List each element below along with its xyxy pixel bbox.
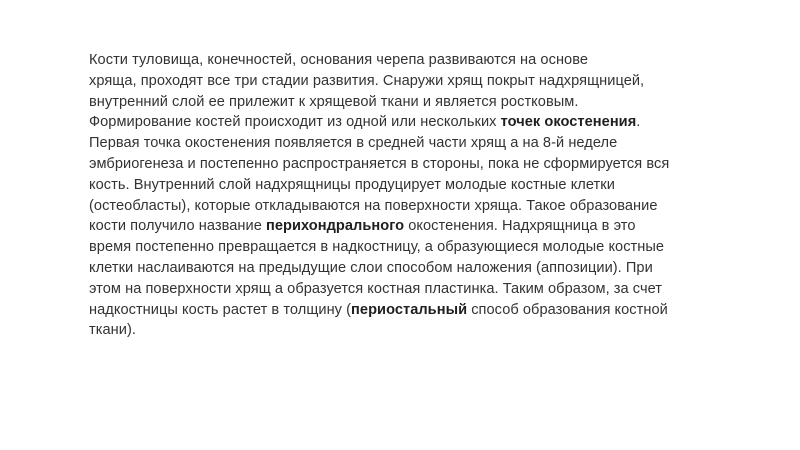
text-line-4 <box>89 112 749 133</box>
body-text <box>89 50 749 341</box>
text-span: кости получило название <box>89 218 266 235</box>
term-ossification-points: точек окостенения <box>500 114 637 131</box>
text-line-6 <box>89 154 749 175</box>
text-span: . <box>636 114 641 131</box>
text-span: Формирование костей происходит из одной или нескольких <box>89 114 501 131</box>
text-span: этом на поверхности хрящ а образуется костная пластинка. Таким образом, за счет <box>89 280 663 297</box>
text-line-5 <box>89 133 749 154</box>
text-span: внутренний слой ее прилежит к хрящевой ткани и является ростковым. <box>89 93 579 110</box>
text-line-3 <box>89 92 749 113</box>
text-line-13 <box>89 300 749 321</box>
text-line-12 <box>89 279 749 300</box>
text-span: время постепенно превращается в надкостницу, а образующиеся молодые костные <box>89 239 665 256</box>
text-span: клетки наслаиваются на предыдущие слои способом наложения (аппозиции). При <box>89 259 653 276</box>
text-span: Первая точка окостенения появляется в средней части хрящ а на 8-й неделе <box>89 135 618 152</box>
text-line-11 <box>89 258 749 279</box>
text-line-9 <box>89 216 749 237</box>
text-span: Кости туловища, конечностей, основания черепа развиваются на основе <box>89 52 589 68</box>
text-span: эмбриогенеза и постепенно распространяется в стороны, пока не сформируется вся <box>89 155 670 172</box>
text-span: окостенения. Надхрящница в это <box>404 218 636 235</box>
text-span: ткани). <box>89 322 136 339</box>
term-periosteal: периостальный <box>351 301 468 318</box>
text-line-14 <box>89 320 749 341</box>
text-span: хряща, проходят все три стадии развития. Снаружи хрящ покрыт надхрящницей, <box>89 72 645 89</box>
text-span: (остеобласты), которые откладываются на поверхности хряща. Такое образование <box>89 197 658 214</box>
text-span: способ образования костной <box>467 301 668 318</box>
text-line-8 <box>89 196 749 217</box>
text-line-2 <box>89 71 749 92</box>
text-line-1 <box>89 50 749 71</box>
text-span: надкостницы кость растет в толщину ( <box>89 301 352 318</box>
text-span: кость. Внутренний слой надхрящницы продуцирует молодые костные клетки <box>89 176 615 193</box>
text-line-10 <box>89 237 749 258</box>
term-perichondral: перихондрального <box>265 218 405 235</box>
text-line-7 <box>89 175 749 196</box>
